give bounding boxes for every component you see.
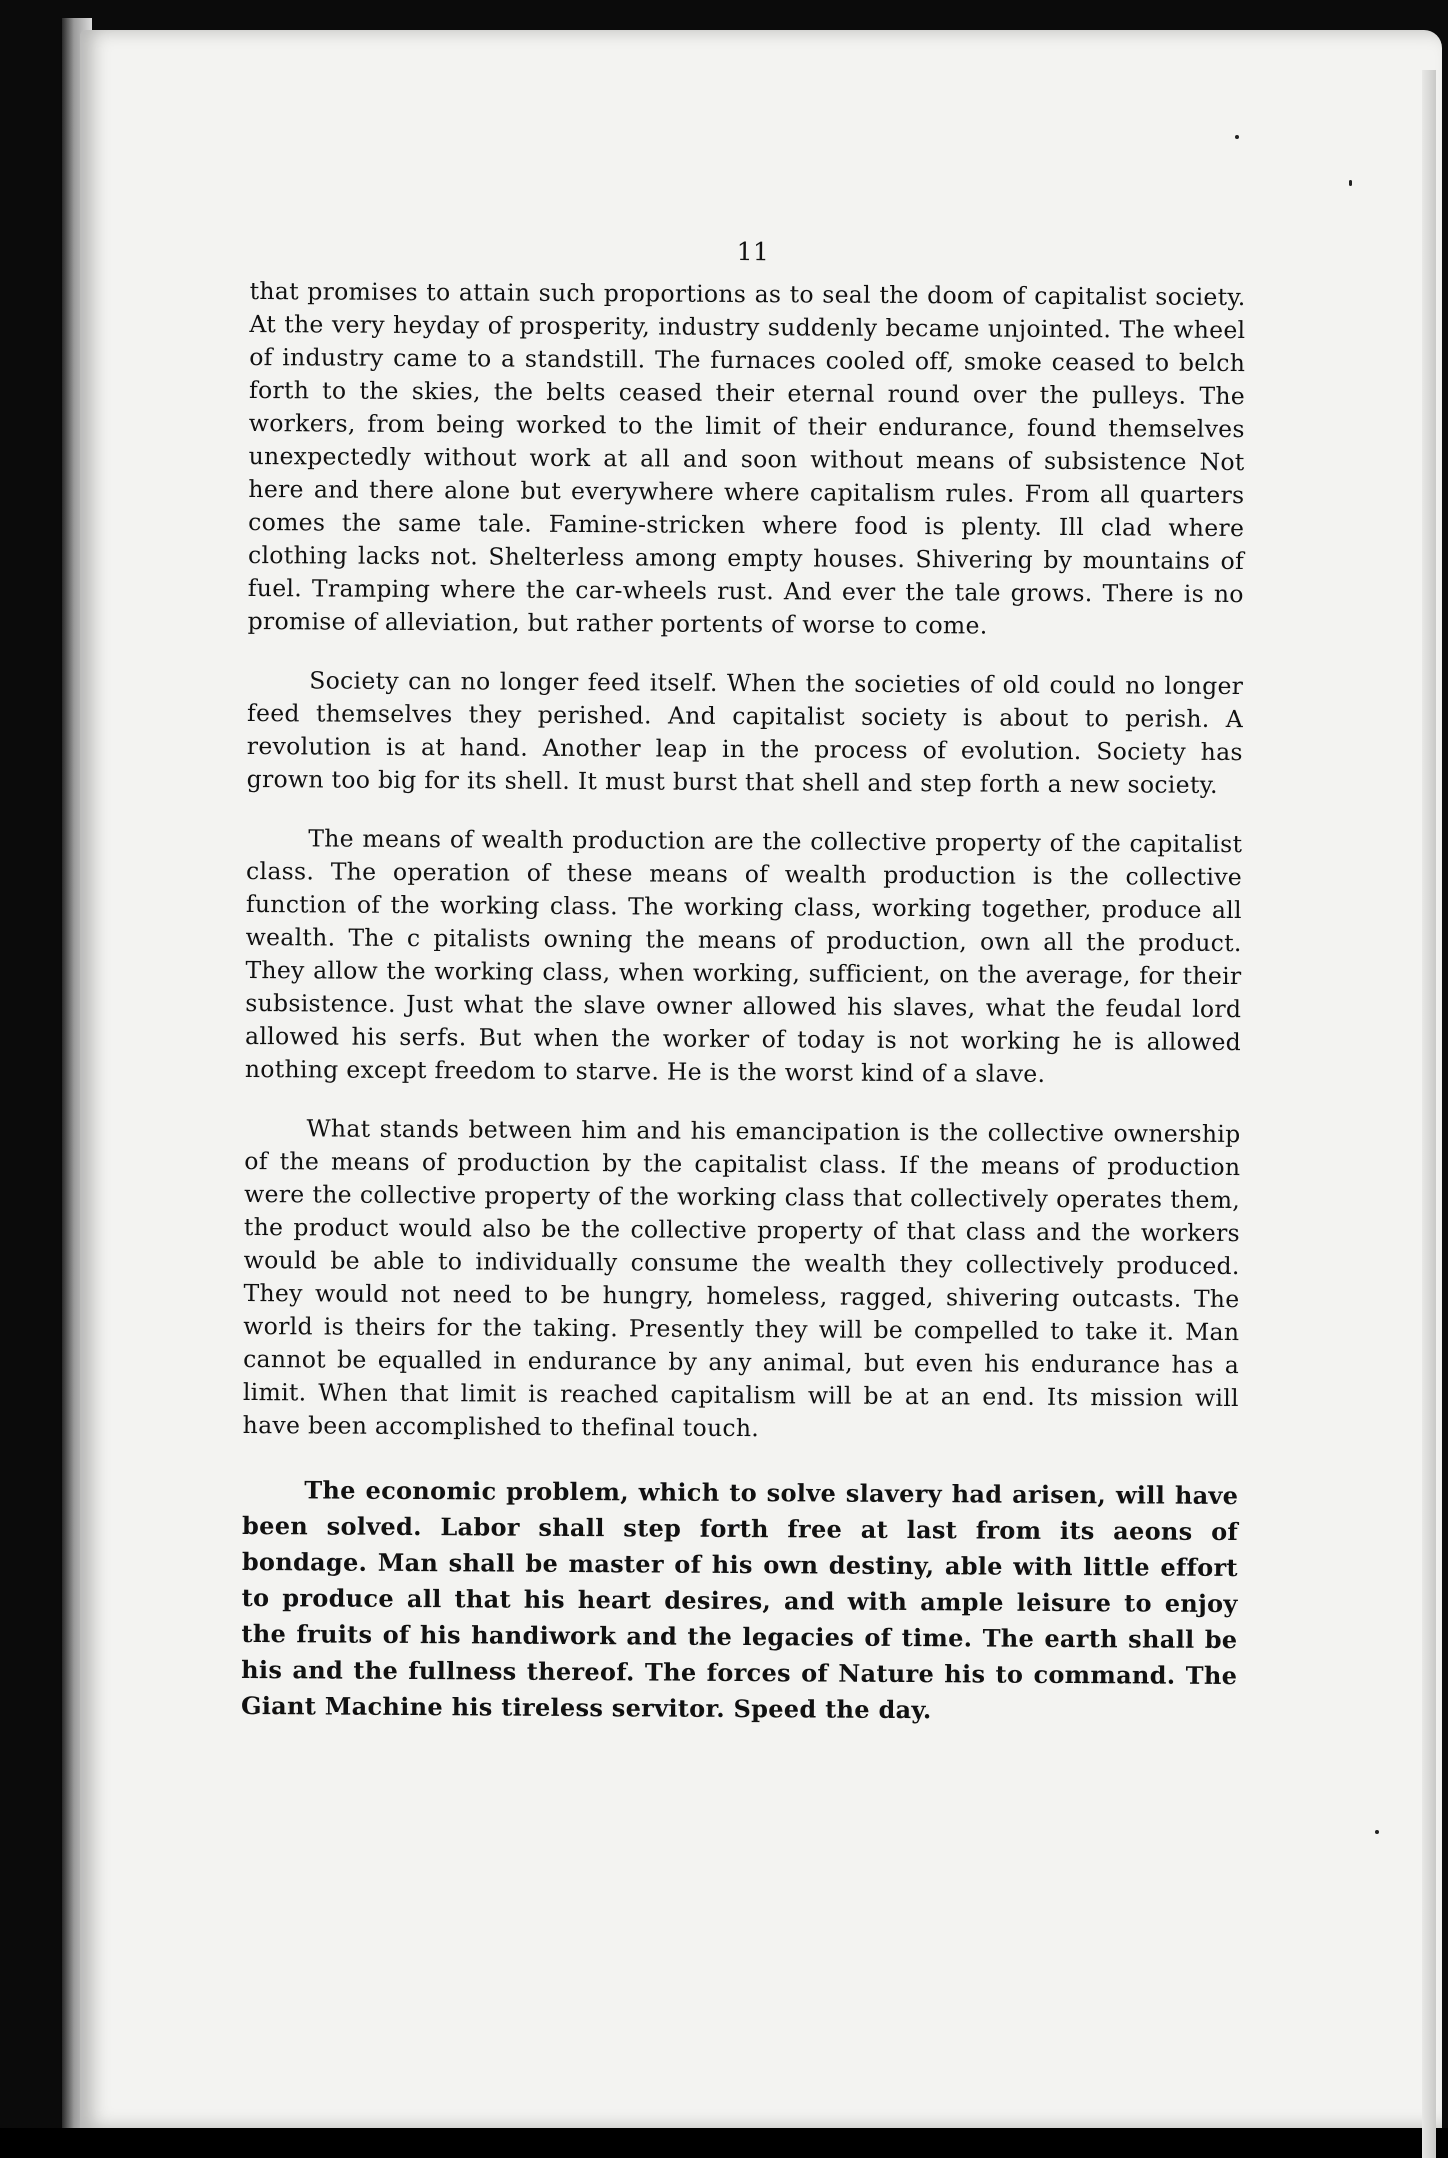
page-right-edge bbox=[1422, 70, 1436, 2158]
page-number: 11 bbox=[736, 236, 770, 267]
paragraph-2: Society can no longer feed itself. When the societies of old could no longer feed themselves they perished. And capitalist society is about to perish. A revolution is at hand. Another leap in the process of evolution. Society has grown too big for its shell. It must burst that shell and step forth a new society. bbox=[246, 666, 1244, 799]
paragraph-5: The economic problem, which to solve slavery had arisen, will have been solved. Labor shall step forth free at last from its aeons of bondage. Man shall be master of his own destiny, able with little effort to produce all that his heart desires, and with ample leisure to enjoy the fruits of his handiwork and the legacies of time. The earth shall be his and the fullness thereof. The forces of Nature his to command. The Giant Machine his tireless servitor. Speed the day. bbox=[240, 1475, 1239, 1725]
dust-speck bbox=[1375, 1830, 1379, 1834]
dust-speck bbox=[1349, 180, 1352, 186]
dust-speck bbox=[1235, 135, 1239, 139]
paragraph-3: The means of wealth production are the collective property of the capitalist class. The operation of these means of wealth production is the collective function of the working class. The working class, working together, produce all wealth. The c pitalists owning the means of production, own all the product. They allow the working class, when working, sufficient, on the average, for their subsistence. Just what the slave owner allowed his slaves, what the feudal lord allowed his serfs. But when the worker of today is not working he is allowed nothing except freedom to starve. He is the worst kind of a slave. bbox=[244, 824, 1243, 1088]
page-text bbox=[241, 232, 1246, 1756]
paragraph-4: What stands between him and his emancipation is the collective ownership of the means of production by the capitalist class. If the means of production were the collective property of the working class that collectively operates them, the product would also be the collective property of that class and the workers would be able to individually consume the wealth they collectively produced. They would not need to be hungry, homeless, ragged, shivering outcasts. The world is theirs for the taking. Presently they will be compelled to take it. Man cannot be equalled in endurance by any animal, but even his endurance has a limit. When that limit is reached capitalism will be at an end. Its mission will have been accomplished to thefinal touch. bbox=[242, 1114, 1241, 1443]
paragraph-1: that promises to attain such proportions as to seal the doom of capitalist society. At the very heyday of prosperity, industry suddenly became unjointed. The wheel of industry came to a standstill. The furnaces cooled off, smoke ceased to belch forth to the skies, the belts ceased their eternal round over the pulleys. The workers, from being worked to the limit of their endurance, found themselves unexpectedly without work at all and soon without means of subsistence Not here and there alone but everywhere where capitalism rules. From all quarters comes the same tale. Famine-stricken where food is plenty. Ill clad where clothing lacks not. Shelterless among empty houses. Shivering by mountains of fuel. Tramping where the car-wheels rust. And ever the tale grows. There is no promise of alleviation, but rather portents of worse to come. bbox=[247, 276, 1246, 640]
